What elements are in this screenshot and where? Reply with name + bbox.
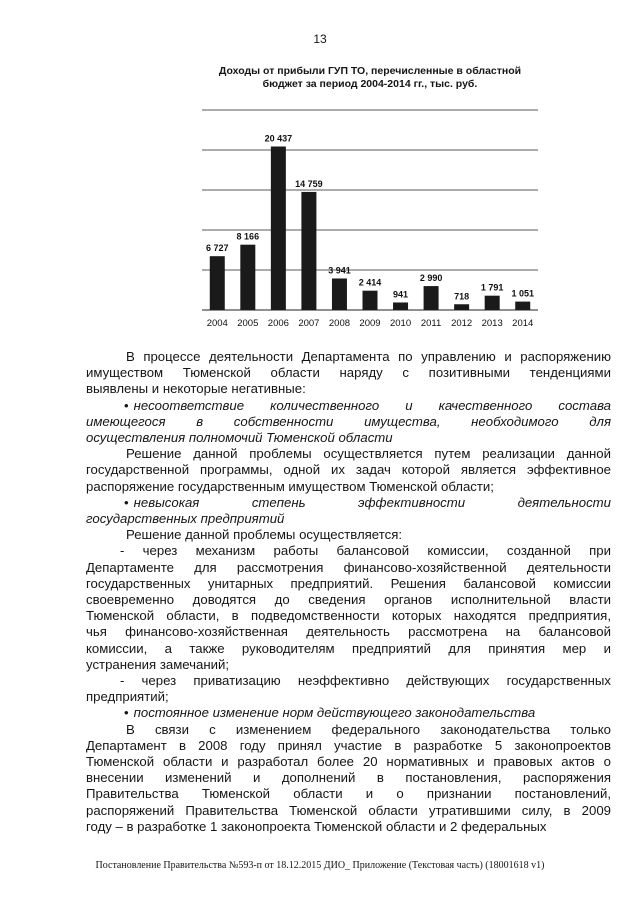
data-label: 8 166 <box>236 231 260 242</box>
text-line-content: В процессе деятельности Департамента по управлению и распоряжению <box>126 349 611 364</box>
text-line-content: государственных унитарных предприятий. Решения балансовой комиссии <box>86 575 611 591</box>
text-line <box>86 430 611 446</box>
text-line <box>86 511 611 527</box>
text-line <box>86 398 611 414</box>
text-line <box>86 803 611 819</box>
text-line <box>86 641 611 657</box>
bar <box>393 302 408 310</box>
text-line <box>86 349 611 365</box>
text-line <box>86 462 611 478</box>
data-label: 718 <box>454 291 470 302</box>
text-line-content: государственных предприятий <box>86 511 285 527</box>
text-line-content: распоряжение государственным имуществом Тюменской области; <box>86 478 494 494</box>
data-label: 3 941 <box>328 265 351 276</box>
bar <box>240 245 255 310</box>
text-line <box>86 543 611 559</box>
page-number: 13 <box>313 32 327 46</box>
bar <box>363 291 378 310</box>
data-label: 1 051 <box>511 288 534 299</box>
text-line-content: Тюменской области и разработал более 20 нормативных и правовых актов о <box>86 754 611 770</box>
bullet-icon: • <box>124 397 129 413</box>
x-tick-label: 2014 <box>512 318 534 329</box>
data-label: 20 437 <box>264 133 293 144</box>
x-tick-label: 2004 <box>206 318 228 329</box>
text-line-content: - через механизм работы балансовой комиссии, созданной при <box>120 543 611 559</box>
text-line-content: осуществления полномочий Тюменской области <box>86 430 393 446</box>
text-line <box>86 365 611 381</box>
text-line-content: постоянное изменение норм действующего законодательства <box>133 705 536 721</box>
chart-title <box>200 65 540 91</box>
text-line-content: Правительства Тюменской области и о признании постановлений, <box>86 786 611 802</box>
text-line <box>86 673 611 689</box>
bullet-icon: • <box>124 705 129 721</box>
text-line-content: Тюменской области, в подведомственности которых находятся предприятия, <box>86 608 611 624</box>
x-tick-label: 2007 <box>298 318 320 329</box>
text-line-content: невысокая степень эффективности деятельности <box>133 494 611 510</box>
bullet-icon: • <box>124 494 129 510</box>
bar <box>332 278 347 310</box>
bar <box>424 286 439 310</box>
text-line-content: Решение данной проблемы осуществляется: <box>126 527 402 543</box>
text-line-content: устранения замечаний; <box>86 656 230 672</box>
text-line-content: своевременно доводятся до сведения органов исполнительной власти <box>86 592 611 608</box>
x-tick-label: 2010 <box>389 318 412 329</box>
text-line-content: государственной программы, одной их задач которой является эффективное <box>86 462 611 478</box>
x-tick-label: 2005 <box>237 318 259 329</box>
data-label: 2 414 <box>358 277 382 288</box>
text-line-content: имуществом Тюменской области наряду с позитивными тенденциями <box>86 365 611 381</box>
text-line <box>86 738 611 754</box>
page-footer: Постановление Правительства №593-п от 18.12.2015 ДИО_ Приложение (Текстовая часть) (18001618 v1) <box>95 860 545 871</box>
x-tick-label: 2012 <box>451 318 473 329</box>
text-line <box>86 560 611 576</box>
text-line <box>86 479 611 495</box>
data-label: 14 759 <box>295 178 323 189</box>
text-line <box>86 446 611 462</box>
text-line <box>86 608 611 624</box>
x-tick-label: 2013 <box>481 318 503 329</box>
x-tick-label: 2011 <box>420 318 442 329</box>
x-tick-label: 2008 <box>328 318 351 329</box>
text-line <box>86 624 611 640</box>
text-line <box>86 786 611 802</box>
text-line <box>86 576 611 592</box>
text-line-content: Решение данной проблемы осуществляется путем реализации данной <box>126 446 611 462</box>
text-line <box>86 705 611 721</box>
text-line <box>86 414 611 430</box>
text-line <box>86 770 611 786</box>
data-label: 2 990 <box>419 273 443 284</box>
text-line-content: выявлены и некоторые негативные: <box>86 381 306 397</box>
text-line-content: имеющегося в собственности имущества, необходимого для <box>86 413 611 429</box>
bar <box>485 296 500 310</box>
text-line <box>86 819 611 835</box>
text-line-content: - через приватизацию неэффективно действующих государственных <box>120 673 611 689</box>
bar <box>301 192 316 310</box>
text-line-content: распоряжений Правительства Тюменской области утратившими силу, в 2009 <box>86 802 611 818</box>
body-text <box>86 349 611 835</box>
text-line <box>86 495 611 511</box>
text-line-content: В связи с изменением федерального законодательства только <box>126 721 611 737</box>
data-label: 941 <box>393 289 409 300</box>
text-line <box>86 722 611 738</box>
text-line-content: Департамент в 2008 году принял участие в разработке 5 законопроектов <box>86 737 611 753</box>
bar <box>515 302 530 310</box>
text-line-content: году – в разработке 1 законопроекта Тюменской области и 2 федеральных <box>86 818 547 834</box>
text-line-content: внесении изменений и дополнений в постановления, распоряжения <box>86 770 611 786</box>
bar <box>454 304 469 310</box>
text-line <box>86 381 611 397</box>
x-tick-label: 2009 <box>359 318 381 329</box>
bar <box>210 256 225 310</box>
text-line-content: чья финансово-хозяйственная деятельность рассмотрена на балансовой <box>86 624 611 640</box>
chart-title-line-2: бюджет за период 2004-2014 гг., тыс. руб. <box>262 78 478 90</box>
text-line-content: предприятий; <box>86 689 169 705</box>
data-label: 1 791 <box>480 282 504 293</box>
text-line <box>86 754 611 770</box>
x-tick-label: 2006 <box>267 318 289 329</box>
text-line-content: Департаменте для рассмотрения финансово-хозяйственной деятельности <box>86 559 611 575</box>
data-label: 6 727 <box>206 243 229 254</box>
text-line <box>86 527 611 543</box>
text-line-content: комиссии, а также руководителям предприятий для принятия мер и <box>86 640 611 656</box>
text-line-content: несоответствие количественного и качественного состава <box>133 397 611 413</box>
text-line <box>86 689 611 705</box>
bar-chart <box>180 95 550 340</box>
chart-title-line-1: Доходы от прибыли ГУП ТО, перечисленные в областной <box>218 65 522 77</box>
text-line <box>86 657 611 673</box>
bar <box>271 147 286 310</box>
text-line <box>86 592 611 608</box>
